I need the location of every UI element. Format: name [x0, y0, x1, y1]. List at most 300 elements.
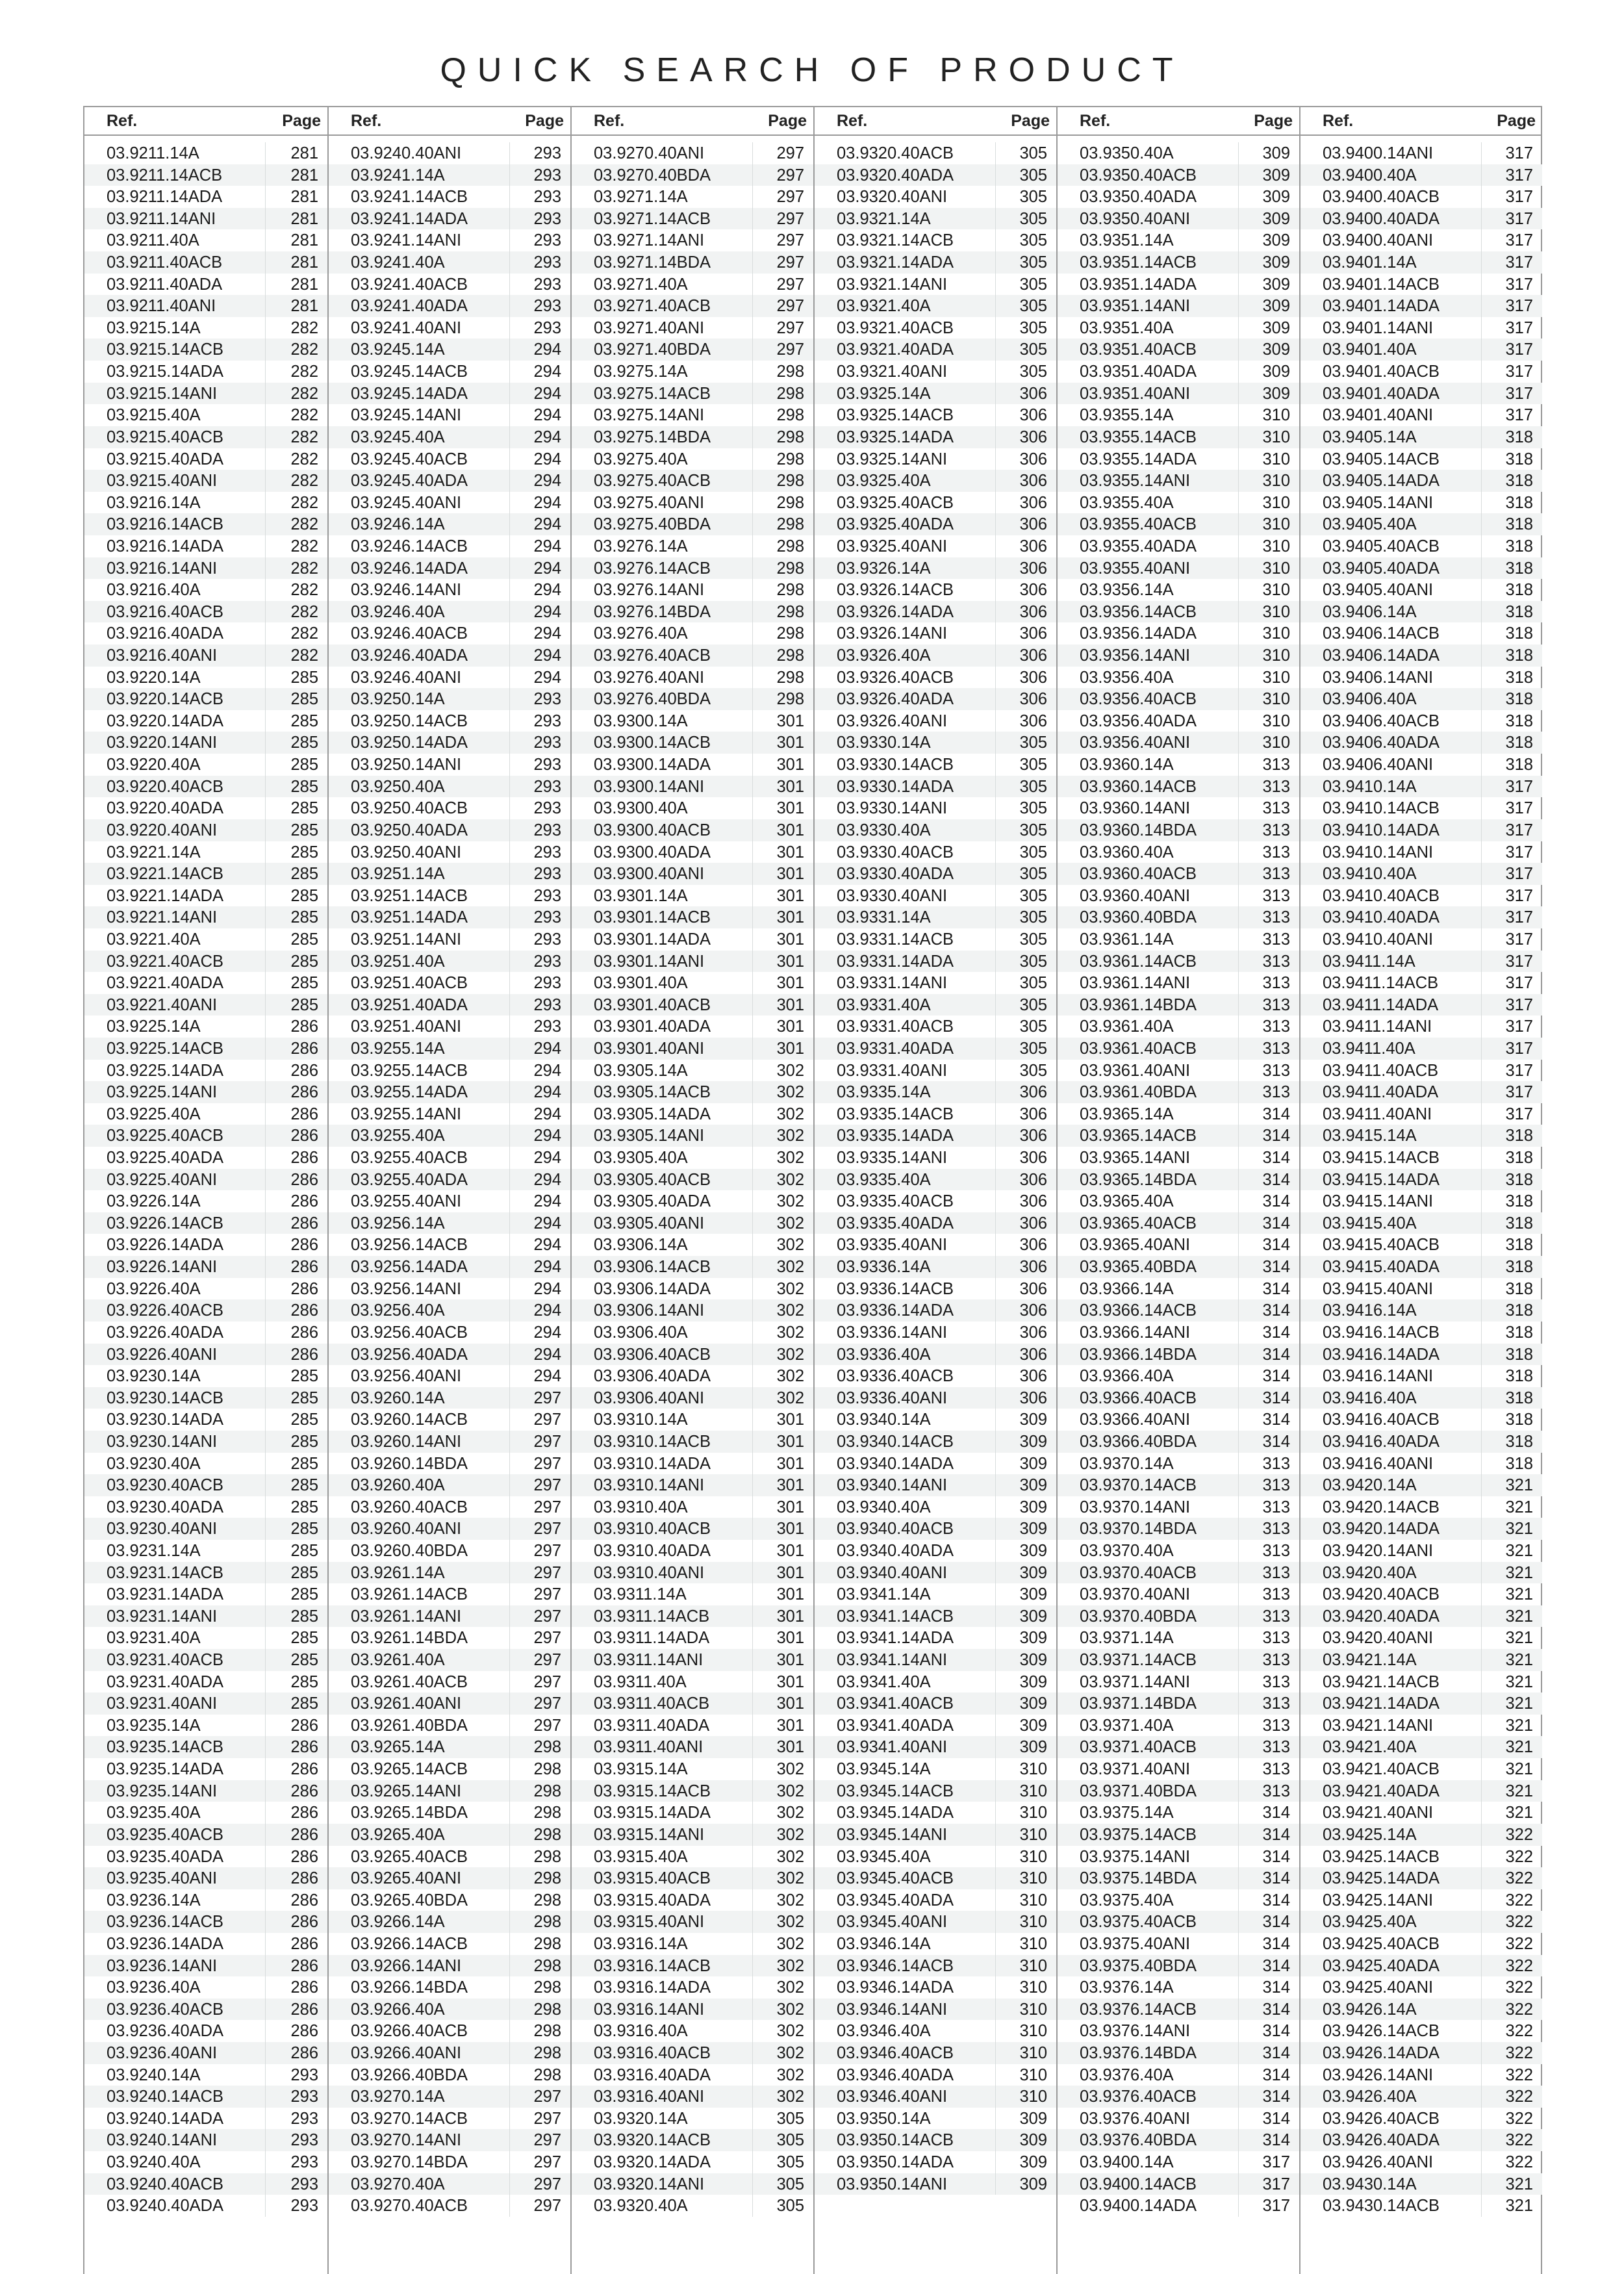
cell-divider — [1481, 317, 1482, 339]
table-row — [815, 579, 1056, 601]
table-row — [1058, 1038, 1299, 1060]
product-ref: 03.9365.14ACB — [1080, 1127, 1197, 1145]
table-row — [329, 1278, 570, 1300]
table-row — [84, 1955, 327, 1977]
cell-divider — [752, 1802, 753, 1824]
cell-divider — [752, 317, 753, 339]
table-row — [1300, 317, 1542, 339]
cell-divider — [509, 2129, 510, 2151]
product-ref: 03.9216.14ACB — [107, 515, 224, 534]
product-ref: 03.9220.40ANI — [107, 821, 218, 839]
page-number: 317 — [1505, 318, 1533, 337]
table-row — [572, 295, 813, 317]
cell-divider — [1238, 1147, 1239, 1169]
product-ref: 03.9371.14ACB — [1080, 1651, 1197, 1670]
product-ref: 03.9305.14A — [594, 1061, 688, 1080]
table-row — [815, 645, 1056, 667]
table-row — [329, 513, 570, 535]
product-ref: 03.9415.14A — [1323, 1127, 1417, 1145]
cell-divider — [1238, 1060, 1239, 1082]
cell-divider — [752, 557, 753, 580]
product-ref: 03.9240.40ACB — [107, 2175, 224, 2193]
page-number: 313 — [1262, 930, 1290, 949]
page-number: 293 — [290, 2088, 318, 2106]
page-number: 309 — [1019, 1498, 1047, 1516]
product-ref: 03.9311.14ACB — [594, 1607, 710, 1626]
product-ref: 03.9245.40ACB — [351, 450, 468, 468]
product-ref: 03.9226.14ANI — [107, 1258, 218, 1277]
page-number: 301 — [776, 1716, 804, 1735]
product-ref: 03.9306.40ACB — [594, 1345, 711, 1364]
product-ref: 03.9326.14A — [837, 559, 931, 578]
page-number: 310 — [1262, 428, 1290, 446]
product-ref: 03.9221.14ADA — [107, 886, 224, 905]
product-ref: 03.9241.40ANI — [351, 318, 462, 337]
page-number: 318 — [1505, 428, 1533, 446]
cell-divider — [995, 841, 996, 863]
page-number: 314 — [1262, 1978, 1290, 1997]
page-number: 318 — [1505, 1279, 1533, 1298]
table-row — [1300, 361, 1542, 383]
page-number: 322 — [1505, 1891, 1533, 1910]
product-ref: 03.9355.40A — [1080, 493, 1174, 512]
product-ref: 03.9321.40A — [837, 297, 931, 316]
cell-divider — [995, 1671, 996, 1693]
product-ref: 03.9276.14ANI — [594, 581, 705, 600]
product-ref: 03.9305.14ANI — [594, 1127, 705, 1145]
product-ref: 03.9271.14ANI — [594, 231, 705, 250]
page-number: 317 — [1505, 209, 1533, 228]
cell-divider — [752, 2020, 753, 2042]
product-ref: 03.9406.14ANI — [1323, 668, 1434, 687]
cell-divider — [752, 2195, 753, 2217]
table-row — [572, 1715, 813, 1737]
product-ref: 03.9360.40BDA — [1080, 908, 1197, 927]
table-row — [329, 601, 570, 623]
table-row — [815, 492, 1056, 514]
table-row — [329, 1736, 570, 1758]
page-number: 298 — [776, 581, 804, 600]
cell-divider — [1238, 754, 1239, 776]
cell-divider — [1481, 841, 1482, 863]
table-row — [1058, 622, 1299, 645]
product-ref: 03.9426.40A — [1323, 2088, 1417, 2106]
product-ref: 03.9255.40ANI — [351, 1192, 462, 1211]
product-ref: 03.9251.40ACB — [351, 974, 468, 993]
table-row — [572, 1583, 813, 1605]
page-number: 318 — [1505, 690, 1533, 709]
page-number: 301 — [776, 886, 804, 905]
cell-divider — [265, 1365, 266, 1387]
table-row — [815, 1867, 1056, 1889]
cell-divider — [752, 797, 753, 819]
page-number: 318 — [1505, 493, 1533, 512]
product-ref: 03.9331.40ANI — [837, 1061, 948, 1080]
cell-divider — [265, 841, 266, 863]
cell-divider — [265, 2173, 266, 2195]
cell-divider — [265, 229, 266, 251]
table-row — [1300, 732, 1542, 754]
product-ref: 03.9270.40ACB — [351, 2197, 468, 2216]
product-ref: 03.9420.40ADA — [1323, 1607, 1440, 1626]
product-ref: 03.9375.14BDA — [1080, 1869, 1197, 1888]
page-number: 297 — [533, 2197, 561, 2216]
product-ref: 03.9225.40ACB — [107, 1127, 224, 1145]
page-number: 305 — [1019, 1017, 1047, 1036]
page-number: 313 — [1262, 1672, 1290, 1691]
page-number: 310 — [1019, 1825, 1047, 1844]
cell-divider — [509, 1758, 510, 1780]
table-row — [329, 1846, 570, 1868]
page-number: 298 — [776, 602, 804, 621]
cell-divider — [265, 1103, 266, 1125]
cell-divider — [1238, 2108, 1239, 2130]
product-ref: 03.9411.40ANI — [1323, 1105, 1432, 1123]
table-row — [1300, 1453, 1542, 1475]
table-row — [84, 1344, 327, 1366]
table-row — [815, 1715, 1056, 1737]
product-ref: 03.9361.40BDA — [1080, 1083, 1197, 1102]
cell-divider — [265, 1038, 266, 1060]
page-number: 314 — [1262, 1869, 1290, 1888]
cell-divider — [1238, 1518, 1239, 1540]
product-ref: 03.9215.40ACB — [107, 428, 224, 446]
table-row — [84, 797, 327, 819]
page-number: 317 — [1505, 1061, 1533, 1080]
page-number: 297 — [776, 340, 804, 359]
cell-divider — [995, 1867, 996, 1889]
cell-divider — [509, 1802, 510, 1824]
cell-divider — [995, 186, 996, 208]
page-number: 285 — [290, 1411, 318, 1429]
cell-divider — [509, 164, 510, 186]
table-row — [815, 2151, 1056, 2173]
cell-divider — [1481, 688, 1482, 710]
cell-divider — [265, 1649, 266, 1671]
product-ref: 03.9305.40ADA — [594, 1192, 711, 1211]
product-ref: 03.9251.14ANI — [351, 930, 462, 949]
page-number: 298 — [533, 1869, 561, 1888]
table-row — [84, 819, 327, 841]
page-number: 302 — [776, 2044, 804, 2063]
ref-column-header: Ref. — [594, 112, 625, 130]
cell-divider — [265, 1256, 266, 1278]
product-ref: 03.9276.14BDA — [594, 602, 711, 621]
page-number: 321 — [1505, 2175, 1533, 2193]
product-ref: 03.9315.14ADA — [594, 1804, 711, 1822]
page-number: 314 — [1262, 1956, 1290, 1975]
product-ref: 03.9316.14ADA — [594, 1978, 711, 1997]
page-number: 293 — [533, 253, 561, 272]
table-row — [1058, 186, 1299, 208]
product-ref: 03.9341.40ADA — [837, 1716, 954, 1735]
product-ref: 03.9370.14BDA — [1080, 1520, 1197, 1539]
table-row — [1058, 645, 1299, 667]
product-ref: 03.9240.14ACB — [107, 2088, 224, 2106]
cell-divider — [752, 295, 753, 317]
page-number: 302 — [776, 1258, 804, 1277]
table-row — [815, 1103, 1056, 1125]
product-ref: 03.9406.40A — [1323, 690, 1417, 709]
product-ref: 03.9311.40ADA — [594, 1716, 710, 1735]
product-ref: 03.9271.40BDA — [594, 340, 711, 359]
page-number: 293 — [533, 799, 561, 818]
product-ref: 03.9341.14ANI — [837, 1651, 948, 1670]
product-ref: 03.9220.40A — [107, 756, 201, 774]
cell-divider — [1238, 1955, 1239, 1977]
product-ref: 03.9266.40BDA — [351, 2065, 468, 2084]
page-number: 285 — [290, 995, 318, 1014]
page-number: 313 — [1262, 1454, 1290, 1473]
cell-divider — [265, 383, 266, 405]
page-number: 318 — [1505, 1323, 1533, 1342]
page-number: 285 — [290, 1388, 318, 1407]
page-number: 305 — [1019, 166, 1047, 185]
cell-divider — [752, 470, 753, 492]
table-row — [329, 1038, 570, 1060]
product-ref: 03.9401.40ACB — [1323, 363, 1440, 381]
page-number: 309 — [1019, 1585, 1047, 1604]
table-row — [1300, 535, 1542, 557]
cell-divider — [265, 404, 266, 426]
product-ref: 03.9211.40A — [107, 231, 199, 250]
cell-divider — [265, 1846, 266, 1868]
cell-divider — [1238, 1344, 1239, 1366]
product-ref: 03.9360.40ANI — [1080, 886, 1191, 905]
product-ref: 03.9415.14ANI — [1323, 1192, 1434, 1211]
table-row — [572, 426, 813, 448]
page-column-header: Page — [282, 112, 321, 130]
cell-divider — [1238, 1976, 1239, 1999]
page-number: 313 — [1262, 1039, 1290, 1058]
cell-divider — [1481, 251, 1482, 274]
product-ref: 03.9311.40ANI — [594, 1738, 704, 1757]
page-number: 306 — [1019, 1279, 1047, 1298]
product-ref: 03.9226.40A — [107, 1279, 201, 1298]
cell-divider — [1481, 1976, 1482, 1999]
page-number: 309 — [1019, 1520, 1047, 1539]
table-row — [1300, 208, 1542, 230]
index-column-6 — [1299, 106, 1542, 2274]
table-row — [1300, 1824, 1542, 1846]
cell-divider — [1481, 229, 1482, 251]
page-number: 293 — [533, 930, 561, 949]
product-ref: 03.9375.40ANI — [1080, 1934, 1191, 1953]
product-ref: 03.9306.14ADA — [594, 1279, 711, 1298]
cell-divider — [1238, 1999, 1239, 2021]
product-ref: 03.9305.40ACB — [594, 1170, 711, 1189]
page-number: 294 — [533, 1170, 561, 1189]
cell-divider — [1481, 142, 1482, 164]
table-row — [1300, 1474, 1542, 1496]
cell-divider — [1481, 797, 1482, 819]
page-number: 293 — [533, 886, 561, 905]
page-number: 285 — [290, 865, 318, 884]
table-row — [1058, 1256, 1299, 1278]
cell-divider — [509, 732, 510, 754]
cell-divider — [995, 732, 996, 754]
cell-divider — [509, 1889, 510, 1911]
page-number: 318 — [1505, 646, 1533, 665]
cell-divider — [995, 601, 996, 623]
cell-divider — [1481, 1169, 1482, 1191]
cell-divider — [752, 1693, 753, 1715]
product-ref: 03.9416.40ADA — [1323, 1432, 1440, 1451]
cell-divider — [1481, 885, 1482, 907]
page-number: 313 — [1262, 799, 1290, 818]
product-ref: 03.9360.40ACB — [1080, 865, 1197, 884]
page-number: 301 — [776, 1651, 804, 1670]
cell-divider — [995, 622, 996, 645]
page-number: 318 — [1505, 1367, 1533, 1386]
page-number: 297 — [533, 1411, 561, 1429]
cell-divider — [265, 1322, 266, 1344]
product-ref: 03.9310.40ANI — [594, 1563, 705, 1582]
cell-divider — [1481, 274, 1482, 296]
product-ref: 03.9371.14BDA — [1080, 1694, 1197, 1713]
page-number: 306 — [1019, 515, 1047, 534]
cell-divider — [752, 251, 753, 274]
table-row — [84, 2020, 327, 2042]
cell-divider — [752, 448, 753, 470]
table-row — [1300, 622, 1542, 645]
page-number: 285 — [290, 690, 318, 709]
cell-divider — [265, 579, 266, 601]
table-row — [84, 1322, 327, 1344]
table-row — [815, 1824, 1056, 1846]
page-number: 294 — [533, 624, 561, 643]
table-row — [1300, 885, 1542, 907]
cell-divider — [1238, 448, 1239, 470]
product-ref: 03.9260.14A — [351, 1388, 445, 1407]
cell-divider — [1238, 1474, 1239, 1496]
cell-divider — [752, 1016, 753, 1038]
page-number: 309 — [1262, 275, 1290, 294]
product-ref: 03.9416.14ACB — [1323, 1323, 1440, 1342]
cell-divider — [1238, 1453, 1239, 1475]
product-ref: 03.9215.40A — [107, 406, 201, 425]
cell-divider — [1238, 1583, 1239, 1605]
product-ref: 03.9366.14A — [1080, 1279, 1174, 1298]
product-ref: 03.9371.14A — [1080, 1629, 1174, 1648]
table-row — [1300, 928, 1542, 951]
cell-divider — [1238, 579, 1239, 601]
cell-divider — [752, 229, 753, 251]
table-row — [815, 1627, 1056, 1649]
cell-divider — [265, 2108, 266, 2130]
table-row — [1058, 2173, 1299, 2195]
cell-divider — [995, 1649, 996, 1671]
product-ref: 03.9366.14ACB — [1080, 1301, 1197, 1320]
product-ref: 03.9265.14BDA — [351, 1804, 468, 1822]
product-ref: 03.9256.14A — [351, 1214, 445, 1233]
product-ref: 03.9405.14ACB — [1323, 450, 1440, 468]
product-ref: 03.9375.14ANI — [1080, 1847, 1191, 1866]
cell-divider — [1481, 972, 1482, 994]
table-row — [815, 1190, 1056, 1212]
cell-divider — [265, 1889, 266, 1911]
table-row — [329, 2195, 570, 2217]
table-row — [329, 2108, 570, 2130]
product-ref: 03.9371.14ANI — [1080, 1672, 1191, 1691]
product-ref: 03.9315.40ADA — [594, 1891, 711, 1910]
cell-divider — [1481, 1453, 1482, 1475]
table-row — [815, 1911, 1056, 1933]
product-ref: 03.9410.14ACB — [1323, 799, 1440, 818]
table-row — [1058, 1365, 1299, 1387]
table-row — [572, 535, 813, 557]
table-row — [329, 885, 570, 907]
product-ref: 03.9335.14ACB — [837, 1105, 954, 1123]
table-row — [329, 1322, 570, 1344]
page-number: 286 — [290, 2022, 318, 2041]
product-ref: 03.9375.14ACB — [1080, 1825, 1197, 1844]
page-number: 317 — [1505, 886, 1533, 905]
table-row — [84, 1169, 327, 1191]
cell-divider — [995, 492, 996, 514]
table-row — [84, 1365, 327, 1387]
product-ref: 03.9346.14ACB — [837, 1956, 954, 1975]
cell-divider — [265, 2086, 266, 2108]
cell-divider — [1481, 601, 1482, 623]
table-row — [1300, 972, 1542, 994]
table-row — [84, 1256, 327, 1278]
page-number: 310 — [1019, 1978, 1047, 1997]
table-row — [84, 1976, 327, 1999]
table-row — [84, 492, 327, 514]
product-ref: 03.9366.40ACB — [1080, 1388, 1197, 1407]
table-row — [1300, 1299, 1542, 1322]
cell-divider — [752, 208, 753, 230]
cell-divider — [509, 776, 510, 798]
cell-divider — [265, 426, 266, 448]
index-rows — [1300, 142, 1542, 2217]
page-number: 286 — [290, 1039, 318, 1058]
cell-divider — [509, 1147, 510, 1169]
cell-divider — [995, 2151, 996, 2173]
table-row — [329, 1671, 570, 1693]
cell-divider — [1481, 1693, 1482, 1715]
product-ref: 03.9231.40ANI — [107, 1694, 218, 1713]
page-number: 286 — [290, 1301, 318, 1320]
table-row — [84, 2086, 327, 2108]
page-number: 297 — [776, 166, 804, 185]
cell-divider — [752, 535, 753, 557]
cell-divider — [752, 819, 753, 841]
table-row — [1300, 404, 1542, 426]
page-number: 314 — [1262, 1345, 1290, 1364]
page-number: 302 — [776, 1782, 804, 1800]
page-number: 293 — [290, 2109, 318, 2128]
page-number: 281 — [290, 275, 318, 294]
table-row — [572, 1474, 813, 1496]
cell-divider — [752, 1715, 753, 1737]
cell-divider — [752, 906, 753, 928]
product-ref: 03.9261.14BDA — [351, 1629, 468, 1648]
product-ref: 03.9230.40ACB — [107, 1476, 224, 1495]
product-ref: 03.9275.14ANI — [594, 406, 705, 425]
product-ref: 03.9326.14ANI — [837, 624, 948, 643]
product-ref: 03.9426.14ACB — [1323, 2022, 1440, 2041]
product-ref: 03.9340.40ADA — [837, 1542, 954, 1560]
cell-divider — [752, 1518, 753, 1540]
product-ref: 03.9250.40ANI — [351, 843, 462, 862]
page-number: 298 — [776, 515, 804, 534]
table-row — [1058, 1016, 1299, 1038]
table-row — [572, 1016, 813, 1038]
cell-divider — [1238, 1649, 1239, 1671]
page-number: 318 — [1505, 472, 1533, 491]
